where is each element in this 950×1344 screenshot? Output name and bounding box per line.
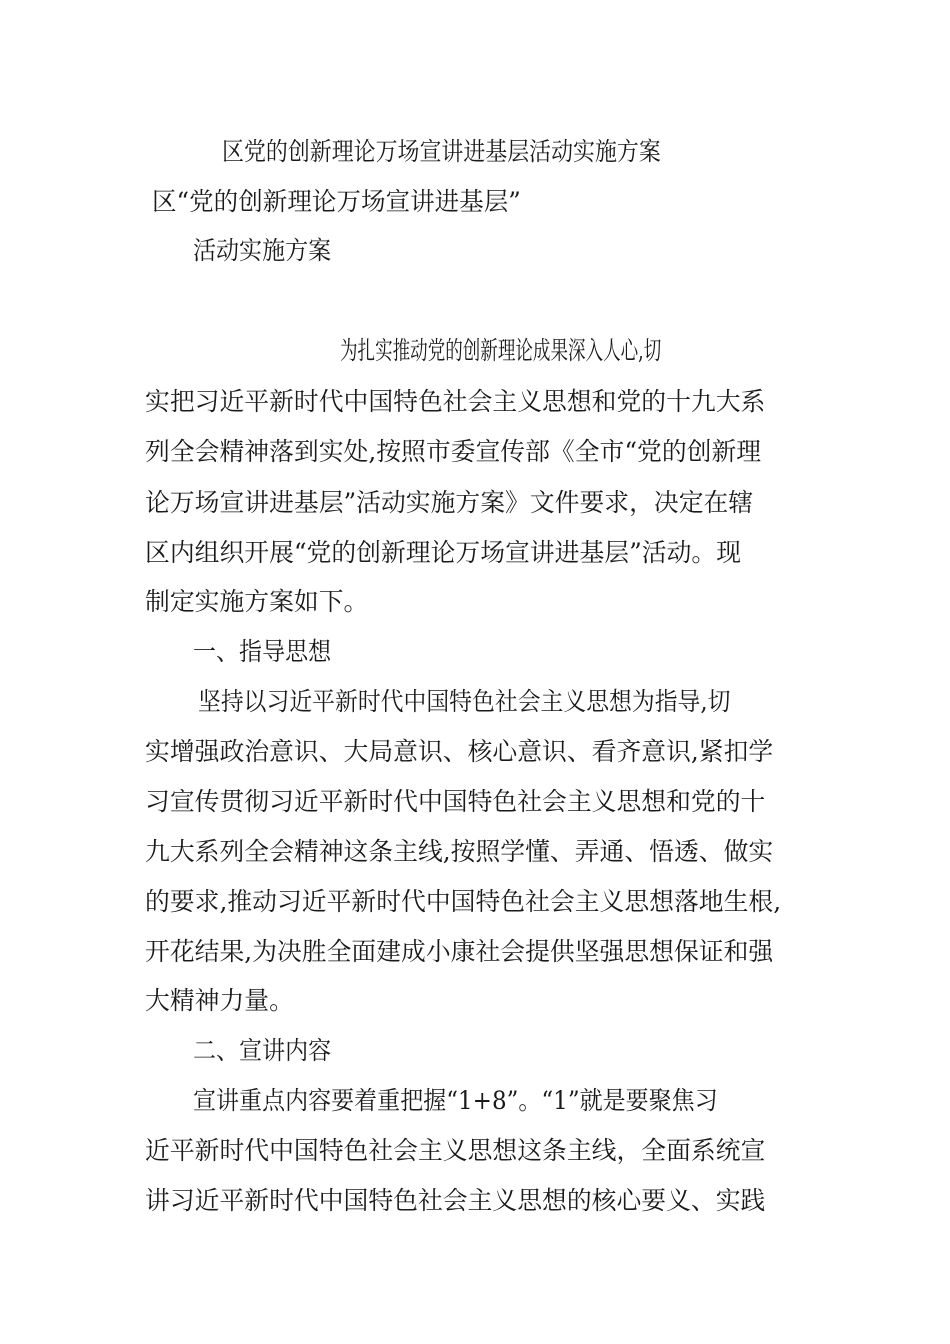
section2-line: 近平新时代中国特色社会主义思想这条主线，全面系统宣 xyxy=(145,1136,766,1165)
section2-line: 宣讲重点内容要着重把握“1+8”。“1”就是要聚焦习 xyxy=(193,1086,718,1115)
intro-line: 实把习近平新时代中国特色社会主义思想和党的十九大系 xyxy=(145,387,766,416)
section1-line: 大精神力量。 xyxy=(145,986,294,1015)
intro-line: 制定实施方案如下。 xyxy=(145,587,369,616)
intro-line: 列全会精神落到实处,按照市委宣传部《全市“党的创新理 xyxy=(145,437,762,466)
section1-line: 开花结果,为决胜全面建成小康社会提供坚强思想保证和强 xyxy=(145,937,774,966)
document-subtitle-line-2: 活动实施方案 xyxy=(193,236,332,265)
section1-line: 坚持以习近平新时代中国特色社会主义思想为指导,切 xyxy=(198,687,731,716)
section2-line: 讲习近平新时代中国特色社会主义思想的核心要义、实践 xyxy=(145,1186,766,1215)
section1-line: 实增强政治意识、大局意识、核心意识、看齐意识,紧扣学 xyxy=(145,737,774,766)
document-title: 区党的创新理论万场宣讲进基层活动实施方案 xyxy=(222,137,661,166)
section1-line: 九大系列全会精神这条主线,按照学懂、弄通、悟透、做实 xyxy=(145,837,774,866)
section1-line: 的要求,推动习近平新时代中国特色社会主义思想落地生根, xyxy=(145,887,782,916)
document-subtitle-line-1: 区“党的创新理论万场宣讲进基层” xyxy=(152,187,521,216)
section-heading-2: 二、宣讲内容 xyxy=(193,1036,332,1065)
section1-line: 习宣传贯彻习近平新时代中国特色社会主义思想和党的十 xyxy=(145,787,766,816)
intro-line: 区内组织开展“党的创新理论万场宣讲进基层”活动。现 xyxy=(145,538,742,567)
intro-line: 论万场宣讲进基层”活动实施方案》文件要求，决定在辖 xyxy=(145,488,754,517)
section-heading-1: 一、指导思想 xyxy=(193,637,332,666)
intro-line: 为扎实推动党的创新理论成果深入人心,切 xyxy=(340,336,662,365)
